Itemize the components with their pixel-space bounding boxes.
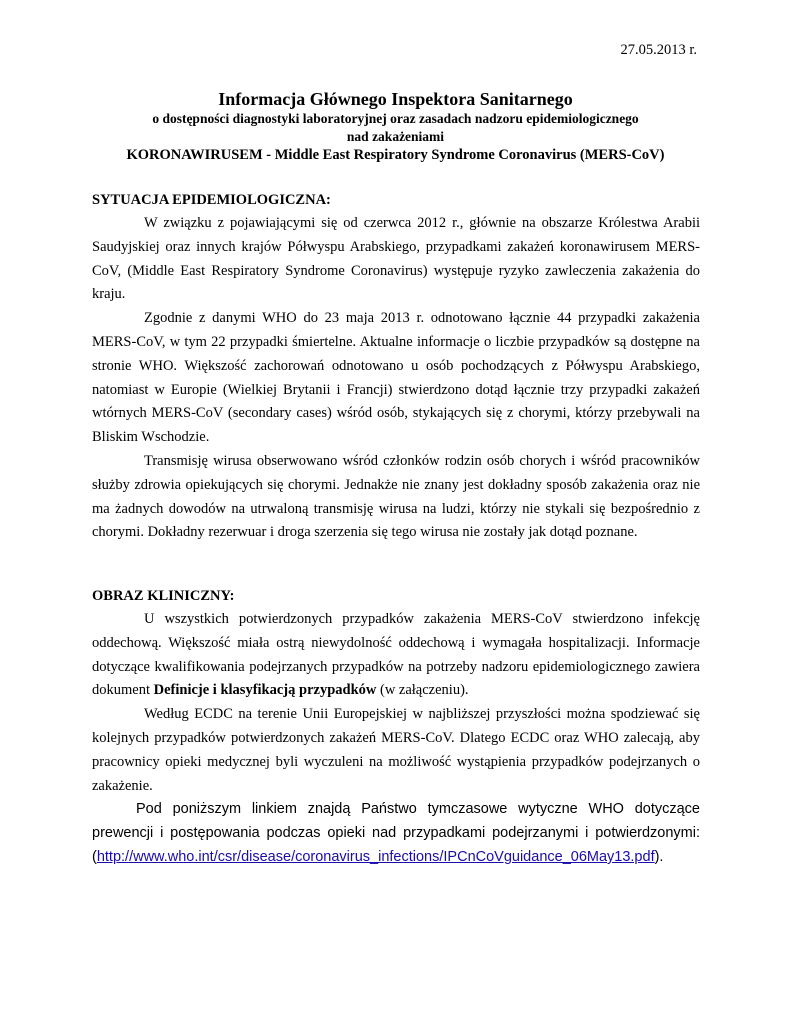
who-guidance-link[interactable]: http://www.who.int/csr/disease/coronavirus_infections/IPCnCoVguidance_06May13.pdf [96,848,655,865]
document-subtitle-line2: nad zakażeniami [346,129,445,144]
paragraph: Transmisję wirusa obserwowano wśród członków rodzin osób chorych i wśród pracowników służby zdrowia opiekujących się chorymi. Jednakże nie znany jest dokładny sposób zakażenia oraz nie ma żadnych dowodów na utrwaloną transmisję wirusa na ludzi, którzy nie stykali się bezpośrednio z chorymi. Dokładny rezerwuar i droga szerzenia się tego wirusa nie zostały jak dotąd poznane. [92,452,700,541]
section-epidemiological [92,189,700,545]
paragraph-text: ). [654,848,664,865]
document-subtitle-line3: KORONAWIRUSEM - Middle East Respiratory Syndrome Coronavirus (MERS-CoV) [126,147,665,163]
paragraph [92,608,700,703]
paragraph-text: (w załączeniu). [376,682,469,699]
document-title: Informacja Głównego Inspektora Sanitarnego [218,89,573,109]
document-reference: Definicje i klasyfikacją przypadków [153,682,377,699]
paragraph-text: U wszystkich potwierdzonych przypadków zakażenia MERS-CoV stwierdzono infekcję oddechową. Większość miała ostrą niewydolność oddechową i wymagała hospitalizacji. Informacje dotyczące kwalifikowania podejrzanych przypadków na potrzeby nadzoru epidemiologicznego zawiera dokument [92,611,700,699]
section-heading-epidemiological: SYTUACJA EPIDEMIOLOGICZNA: [92,192,331,208]
document-subtitle-line1: o dostępności diagnostyki laboratoryjnej oraz zasadach nadzoru epidemiologicznego [152,111,639,126]
section-heading-clinical: OBRAZ KLINICZNY: [92,588,235,604]
paragraph: W związku z pojawiającymi się od czerwca 2012 r., głównie na obszarze Królestwa Arabii Saudyjskiej oraz innych krajów Półwyspu Arabskiego, przypadkami zakażeń koronawirusem MERS-CoV, (Middle East Respiratory Syndrome Coronavirus) występuje ryzyko zawleczenia zakażenia do kraju. [92,215,700,303]
paragraph-text: Pod poniższym linkiem znajdą Państwo tymczasowe wytyczne WHO dotyczące prewencji i postępowania podczas opieki nad przypadkami podejrzanymi i potwierdzonymi: ( [92,801,700,865]
paragraph-who-guidance [92,798,700,869]
document-date: 27.05.2013 r. [620,42,697,58]
paragraph: Według ECDC na terenie Unii Europejskiej w najbliższej przyszłości można spodziewać się kolejnych przypadków potwierdzonych zakażeń MERS-CoV. Dlatego ECDC oraz WHO zalecają, aby pracownicy opieki medycznej byli wyczuleni na możliwość wystąpienia przypadków podejrzanych o zakażenie. [92,706,700,794]
section-clinical [92,585,700,870]
document-header [0,88,791,165]
paragraph: Zgodnie z danymi WHO do 23 maja 2013 r. odnotowano łącznie 44 przypadki zakażenia MERS-CoV, w tym 22 przypadki śmiertelne. Aktualne informacje o liczbie przypadków są dostępne na stronie WHO. Większość zachorowań odnotowano u osób pochodzących z Półwyspu Arabskiego, natomiast w Europie (Wielkiej Brytanii i Francji) stwierdzono dotąd łącznie trzy przypadki zakażeń wtórnych MERS-CoV (secondary cases) wśród osób, stykających się z chorymi, którzy przebywali na Bliskim Wschodzie. [92,310,700,446]
